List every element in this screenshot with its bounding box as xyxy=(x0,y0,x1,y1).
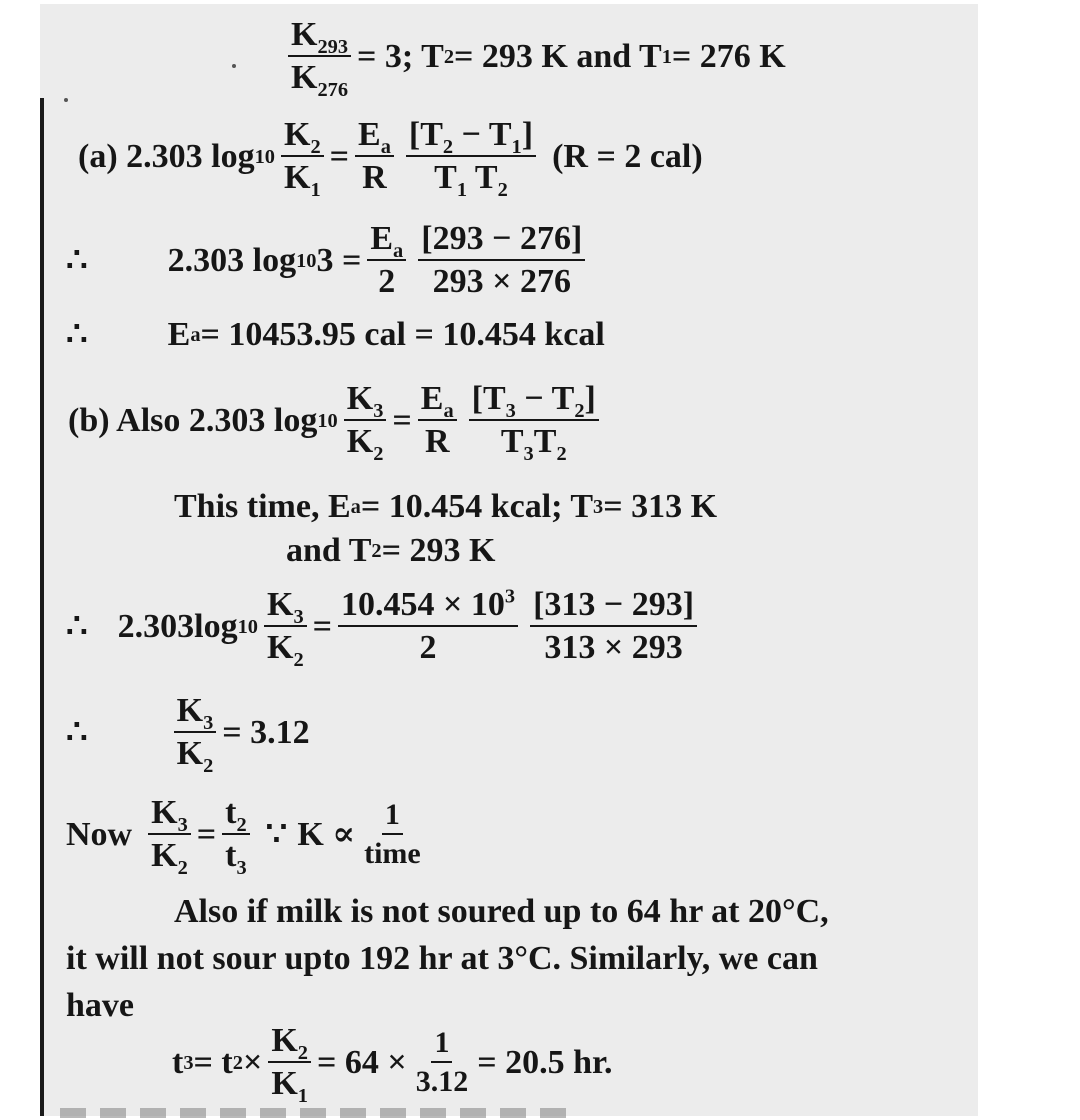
part-a-result: ∴ E a = 10453.95 cal = 10.454 kcal xyxy=(66,316,605,353)
part-a-step1: ∴ 2.303 log 10 3 = $\frac{E_a}{2}$ $\frac{[293 - 276]}{293 \times 276}$ xyxy=(66,222,591,299)
speck xyxy=(64,98,68,102)
explanation-paragraph: Also if milk is not soured up to 64 hr at 20°C, it will not sour upto 192 hr at 3°C. Similarly, we can have xyxy=(66,893,829,1024)
part-b-result: ∴ $\frac{K_3}{K_2}$ = 3.12 xyxy=(66,692,310,777)
this-time-line: This time, E a = 10.454 kcal; T 3 = 313 K xyxy=(174,488,718,525)
and-t2-line: and T 2 = 293 K xyxy=(286,532,496,569)
k-ratio-fraction: $\frac{K_{293}}{K_{276}}$ xyxy=(288,18,351,95)
part-b-substitution: ∴ 2.303log 10 $\frac{K_3}{K_2}$ = $\frac{10.454 \times 10^3}{2}$ $\frac{[313 - 293]}{313 \times 293}$ xyxy=(66,588,703,665)
speck xyxy=(232,64,236,68)
final-answer-line: t 3 = t 2 × $\frac{K_2}{K_1}$ = 64 × $\frac{1}{3.12}$ = 20.5 hr. xyxy=(172,1022,613,1107)
part-a-formula: (a) 2.303 log 10 $\frac{K_2}{K_1}$ = $\frac{E_a}{R}$ $\frac{[T_2 - T_1]}{T_1 T_2}$ (R = 2 cal) xyxy=(78,116,703,201)
margin-rule xyxy=(40,98,44,1116)
part-b-formula: (b) Also 2.303 log 10 $\frac{K_3}{K_2}$ = $\frac{E_a}{R}$ $\frac{[T_3 - T_2]}{T_3T_2}$ xyxy=(68,382,605,459)
now-line: Now $\frac{K_3}{K_2}$ = $\frac{t_2}{t_3}$ ∵ K ∝ $\frac{1}{\text{time}}$ xyxy=(66,794,421,879)
cut-off-line xyxy=(60,1108,580,1118)
given-line: $\frac{K_{293}}{K_{276}}$ = 3; T 2 = 293 K and T 1 = 276 K xyxy=(282,18,786,95)
